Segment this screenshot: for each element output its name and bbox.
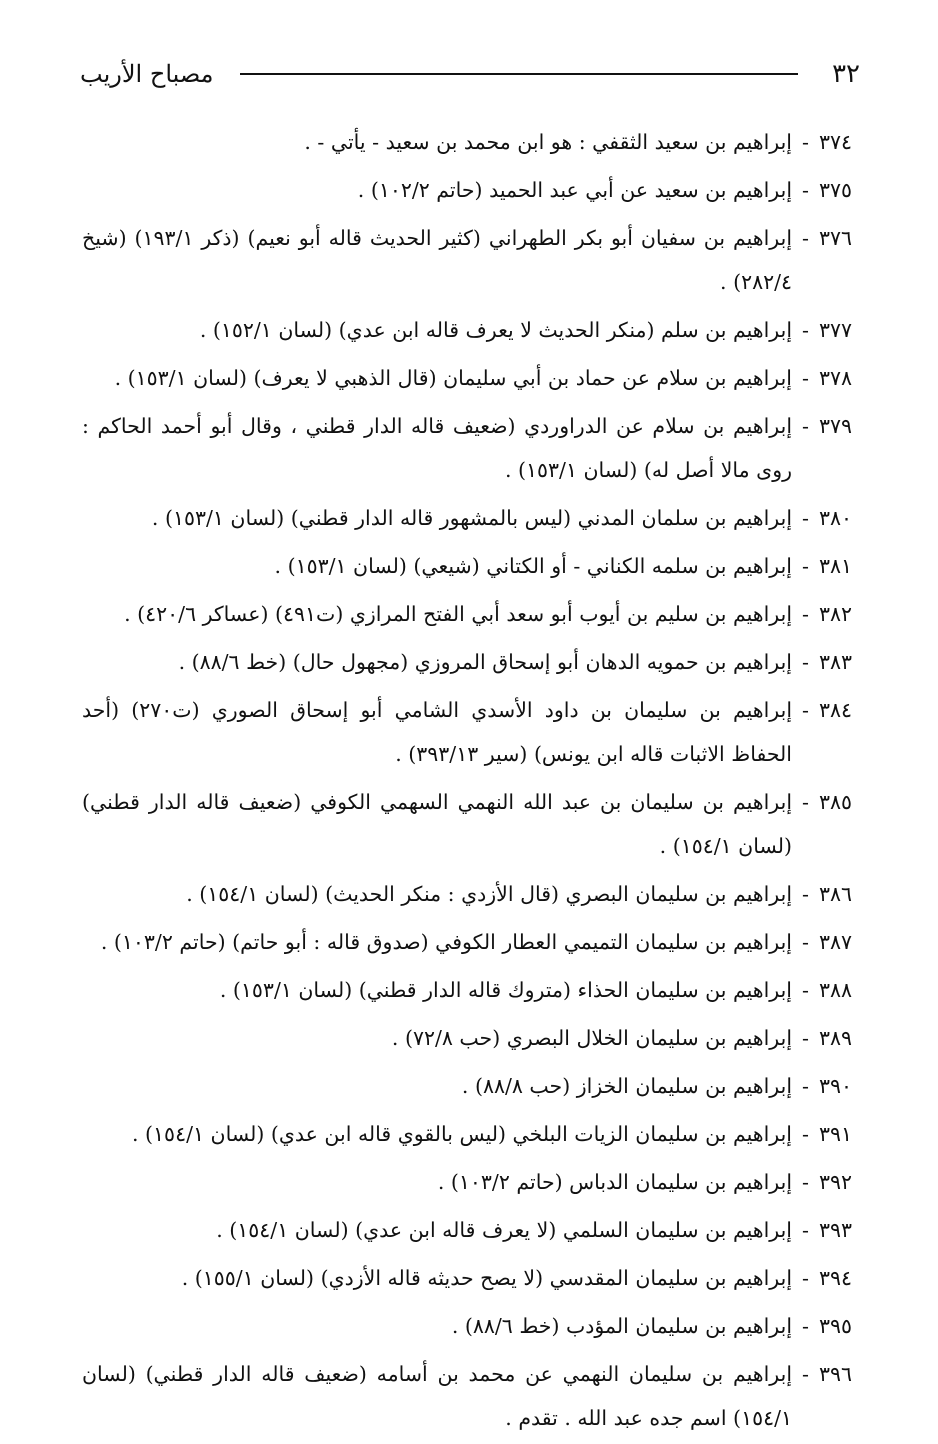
entry-dash: - (802, 506, 809, 530)
list-item (82, 1112, 852, 1156)
entry-dash: - (802, 1026, 809, 1050)
list-item (82, 592, 852, 636)
entry-dash: - (802, 790, 809, 814)
entry-number: ٣٧٧ (818, 318, 852, 342)
list-item (82, 544, 852, 588)
list-item (82, 968, 852, 1012)
page-header (80, 54, 860, 94)
entry-dash: - (802, 414, 809, 438)
entry-number: ٣٨٦ (818, 882, 852, 906)
entry-text: إبراهيم بن سلام عن الدراوردي (ضعيف قاله الدار قطني ، وقال أبو أحمد الحاكم : روى مالا أصل له) (لسان ١٥٣/١) . (82, 414, 793, 482)
list-item (82, 1304, 852, 1348)
entry-text: إبراهيم بن سليمان النهمي عن محمد بن أسامه (ضعيف قاله الدار قطني) (لسان ١٥٤/١) اسم جده عبد الله . تقدم . (82, 1362, 793, 1430)
entry-dash: - (802, 1266, 809, 1290)
entry-text: إبراهيم بن سليمان الخزاز (حب ٨٨/٨) . (461, 1074, 793, 1098)
entry-text: إبراهيم بن سليمان السلمي (لا يعرف قاله ابن عدي) (لسان ١٥٤/١) . (216, 1218, 793, 1242)
entry-dash: - (802, 1074, 809, 1098)
list-item (82, 404, 852, 492)
list-item (82, 168, 852, 212)
entry-text: إبراهيم بن سعيد الثقفي : هو ابن محمد بن سعيد - يأتي - . (304, 130, 793, 154)
entry-dash: - (802, 130, 809, 154)
entry-dash: - (802, 698, 809, 722)
list-item (82, 308, 852, 352)
entry-number: ٣٨٨ (818, 978, 852, 1002)
entry-number: ٣٨٥ (818, 790, 852, 814)
entry-text: إبراهيم بن سليمان التميمي العطار الكوفي (صدوق قاله : أبو حاتم) (حاتم ١٠٣/٢) . (100, 930, 793, 954)
entry-number: ٣٧٩ (818, 414, 852, 438)
entry-number: ٣٩٥ (818, 1314, 852, 1338)
entry-number: ٣٨٣ (818, 650, 852, 674)
entry-number: ٣٨١ (818, 554, 852, 578)
entry-dash: - (802, 650, 809, 674)
entry-dash: - (802, 978, 809, 1002)
entry-text: إبراهيم بن سلمه الكناني - أو الكتاني (شيعي) (لسان ١٥٣/١) . (274, 554, 793, 578)
entry-text: إبراهيم بن سليمان بن عبد الله النهمي السهمي الكوفي (ضعيف قاله الدار قطني) (لسان ١٥٤/١) . (82, 790, 793, 858)
list-item (82, 496, 852, 540)
book-title: مصباح الأريب (80, 60, 214, 88)
list-item (82, 780, 852, 868)
list-item (82, 1160, 852, 1204)
entry-dash: - (802, 1122, 809, 1146)
entry-dash: - (802, 366, 809, 390)
page-number: ٣٢ (832, 59, 860, 89)
entry-dash: - (802, 930, 809, 954)
entry-dash: - (802, 178, 809, 202)
entry-number: ٣٩٣ (818, 1218, 852, 1242)
list-item (82, 1208, 852, 1252)
list-item (82, 356, 852, 400)
entry-text: إبراهيم بن سلم (منكر الحديث لا يعرف قاله ابن عدي) (لسان ١٥٢/١) . (199, 318, 793, 342)
entry-text: إبراهيم بن سليمان الزيات البلخي (ليس بالقوي قاله ابن عدي) (لسان ١٥٤/١) . (132, 1122, 793, 1146)
entry-text: إبراهيم بن سليم بن أيوب أبو سعد أبي الفتح المرازي (ت٤٩١) (عساكر ٤٢٠/٦) . (124, 602, 793, 626)
entry-text: إبراهيم بن سليمان بن داود الأسدي الشامي أبو إسحاق الصوري (ت٢٧٠) (أحد الحفاظ الاثبات قاله ابن يونس) (سير ٣٩٣/١٣) . (82, 698, 793, 766)
entry-dash: - (802, 1170, 809, 1194)
header-rule (240, 73, 798, 75)
entry-text: إبراهيم بن سفيان أبو بكر الطهراني (كثير الحديث قاله أبو نعيم) (ذكر ١٩٣/١) (شيخ ٢٨٢/٤) . (82, 226, 793, 294)
entry-number: ٣٧٨ (818, 366, 852, 390)
list-item (82, 120, 852, 164)
entry-number: ٣٨٧ (818, 930, 852, 954)
list-item (82, 1064, 852, 1108)
entry-number: ٣٩٠ (818, 1074, 852, 1098)
entry-dash: - (802, 554, 809, 578)
entry-number: ٣٩٤ (818, 1266, 852, 1290)
entry-text: إبراهيم بن سليمان المقدسي (لا يصح حديثه قاله الأزدي) (لسان ١٥٥/١) . (181, 1266, 793, 1290)
list-item (82, 640, 852, 684)
entry-dash: - (802, 1218, 809, 1242)
entry-dash: - (802, 1314, 809, 1338)
entry-dash: - (802, 602, 809, 626)
list-item (82, 1256, 852, 1300)
entry-number: ٣٩٢ (818, 1170, 852, 1194)
entry-text: إبراهيم بن سليمان الحذاء (متروك قاله الدار قطني) (لسان ١٥٣/١) . (219, 978, 793, 1002)
list-item (82, 216, 852, 304)
list-item (82, 920, 852, 964)
entry-number: ٣٩١ (818, 1122, 852, 1146)
entry-number: ٣٨٢ (818, 602, 852, 626)
entry-text: إبراهيم بن سليمان الدباس (حاتم ١٠٣/٢) . (437, 1170, 793, 1194)
entry-number: ٣٩٦ (818, 1362, 852, 1386)
entry-number: ٣٨٠ (818, 506, 852, 530)
entry-dash: - (802, 1362, 809, 1386)
entry-number: ٣٨٤ (818, 698, 852, 722)
entry-text: إبراهيم بن سعيد عن أبي عبد الحميد (حاتم ١٠٢/٢) . (357, 178, 793, 202)
entry-text: إبراهيم بن سليمان المؤدب (خط ٨٨/٦) . (451, 1314, 793, 1338)
entry-dash: - (802, 882, 809, 906)
list-item (82, 688, 852, 776)
entry-dash: - (802, 226, 809, 250)
entry-number: ٣٧٤ (818, 130, 852, 154)
entry-dash: - (802, 318, 809, 342)
entry-list (82, 120, 852, 1444)
entry-number: ٣٧٦ (818, 226, 852, 250)
entry-number: ٣٨٩ (818, 1026, 852, 1050)
entry-number: ٣٧٥ (818, 178, 852, 202)
list-item (82, 1352, 852, 1440)
list-item (82, 872, 852, 916)
entry-text: إبراهيم بن سلام عن حماد بن أبي سليمان (قال الذهبي لا يعرف) (لسان ١٥٣/١) . (114, 366, 793, 390)
entry-text: إبراهيم بن سليمان الخلال البصري (حب ٧٢/٨) . (391, 1026, 793, 1050)
list-item (82, 1016, 852, 1060)
entry-text: إبراهيم بن حمويه الدهان أبو إسحاق المروزي (مجهول حال) (خط ٨٨/٦) . (178, 650, 793, 674)
entry-text: إبراهيم بن سليمان البصري (قال الأزدي : منكر الحديث) (لسان ١٥٤/١) . (186, 882, 793, 906)
entry-text: إبراهيم بن سلمان المدني (ليس بالمشهور قاله الدار قطني) (لسان ١٥٣/١) . (151, 506, 793, 530)
